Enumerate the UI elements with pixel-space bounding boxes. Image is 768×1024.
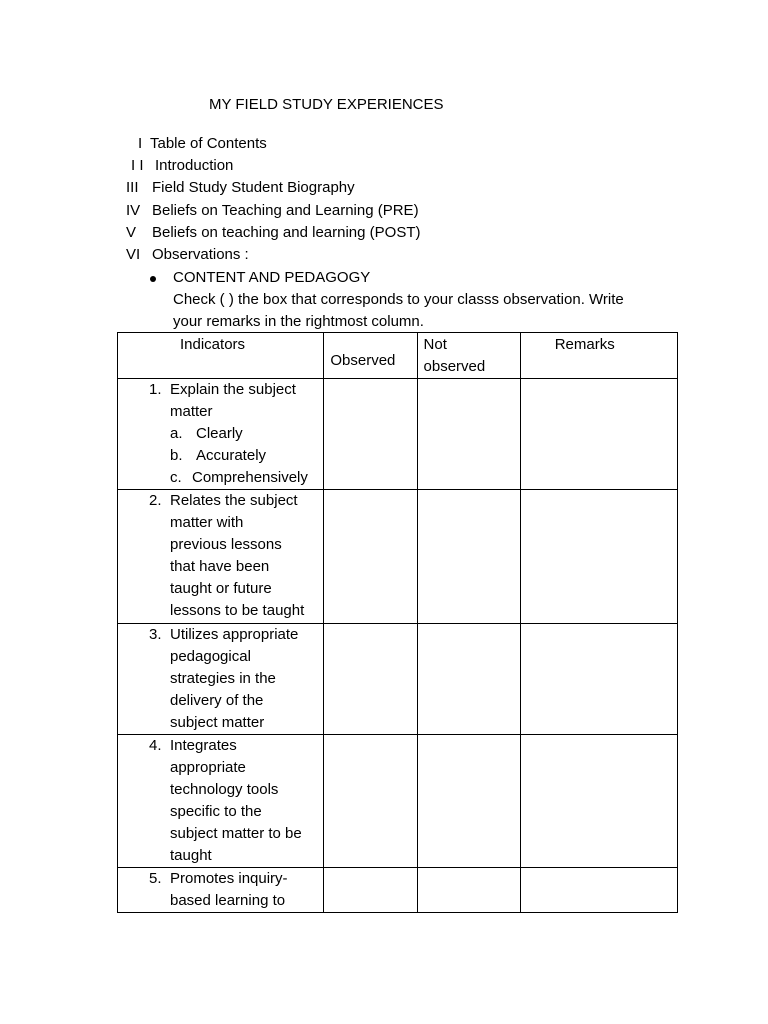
indicator-cell bbox=[118, 379, 324, 490]
toc-text: Observations : bbox=[152, 246, 249, 263]
toc-item bbox=[0, 157, 600, 179]
toc-text: Field Study Student Biography bbox=[152, 179, 355, 196]
indicator-cell bbox=[118, 624, 324, 735]
toc-text: Introduction bbox=[155, 157, 234, 174]
header-not-observed-line: observed bbox=[423, 358, 486, 375]
indicator-number: 4. bbox=[149, 737, 162, 754]
toc-number: V bbox=[126, 224, 137, 241]
toc-number: I bbox=[138, 135, 143, 152]
header-observed: Observed bbox=[324, 333, 417, 379]
indicator-number: 2. bbox=[149, 492, 162, 509]
indicator-line: Integrates bbox=[170, 737, 237, 754]
not-observed-cell[interactable] bbox=[417, 379, 520, 490]
indicator-subitem bbox=[170, 423, 319, 445]
remarks-cell[interactable] bbox=[520, 735, 677, 868]
indicator-number: 5. bbox=[149, 870, 162, 887]
instruction-line: your remarks in the rightmost column. bbox=[173, 313, 424, 330]
bullet-icon bbox=[150, 276, 156, 282]
header-remarks: Remarks bbox=[520, 333, 677, 379]
subitem-text: Accurately bbox=[196, 447, 267, 464]
indicator-line: matter bbox=[170, 403, 213, 420]
remarks-cell[interactable] bbox=[520, 624, 677, 735]
indicator-line: appropriate bbox=[170, 759, 246, 776]
observed-cell[interactable] bbox=[324, 868, 417, 913]
indicator-line: subject matter to be bbox=[170, 825, 302, 842]
toc-text: Table of Contents bbox=[150, 135, 267, 152]
table-row bbox=[118, 624, 678, 735]
table-header-row bbox=[118, 333, 678, 379]
toc-item bbox=[0, 179, 600, 201]
subitem-letter: b. bbox=[170, 447, 183, 464]
toc-item bbox=[0, 246, 600, 268]
indicator-line: matter with bbox=[170, 514, 244, 531]
indicator-line: Relates the subject bbox=[170, 492, 298, 509]
indicator-number: 3. bbox=[149, 626, 162, 643]
toc-number: VI bbox=[126, 246, 141, 263]
indicator-line: lessons to be taught bbox=[170, 602, 305, 619]
indicator-line: that have been bbox=[170, 558, 270, 575]
indicator-line: taught bbox=[170, 847, 212, 864]
table-row bbox=[118, 735, 678, 868]
observed-cell[interactable] bbox=[324, 624, 417, 735]
subitem-letter: a. bbox=[170, 425, 183, 442]
toc-item bbox=[0, 202, 600, 224]
toc-number: III bbox=[126, 179, 139, 196]
indicator-line: delivery of the bbox=[170, 692, 264, 709]
observed-cell[interactable] bbox=[324, 735, 417, 868]
not-observed-cell[interactable] bbox=[417, 868, 520, 913]
indicator-cell bbox=[118, 735, 324, 868]
toc-text: Beliefs on teaching and learning (POST) bbox=[152, 224, 421, 241]
indicator-line: Promotes inquiry- bbox=[170, 870, 288, 887]
table-row bbox=[118, 490, 678, 624]
not-observed-cell[interactable] bbox=[417, 735, 520, 868]
table-row bbox=[118, 379, 678, 490]
remarks-cell[interactable] bbox=[520, 490, 677, 624]
toc-text: Beliefs on Teaching and Learning (PRE) bbox=[152, 202, 419, 219]
indicator-number: 1. bbox=[149, 381, 162, 398]
indicator-line: Utilizes appropriate bbox=[170, 626, 299, 643]
instruction-line: Check ( ) the box that corresponds to your classs observation. Write bbox=[173, 291, 624, 308]
remarks-cell[interactable] bbox=[520, 379, 677, 490]
header-not-observed bbox=[417, 333, 520, 379]
indicator-cell bbox=[118, 868, 324, 913]
indicator-cell bbox=[118, 490, 324, 624]
indicator-line: subject matter bbox=[170, 714, 265, 731]
toc-item bbox=[0, 224, 600, 246]
table-row bbox=[118, 868, 678, 913]
observation-table bbox=[117, 332, 678, 913]
indicator-line: strategies in the bbox=[170, 670, 276, 687]
section-heading: CONTENT AND PEDAGOGY bbox=[173, 269, 371, 286]
indicator-line: specific to the bbox=[170, 803, 262, 820]
subitem-letter: c. bbox=[170, 469, 182, 486]
header-indicators: Indicators bbox=[118, 333, 324, 379]
subitem-text: Comprehensively bbox=[192, 469, 308, 486]
observed-cell[interactable] bbox=[324, 379, 417, 490]
indicator-line: pedagogical bbox=[170, 648, 251, 665]
toc-item bbox=[0, 135, 600, 157]
subitem-text: Clearly bbox=[196, 425, 243, 442]
toc-number: I I bbox=[131, 157, 144, 174]
indicator-line: based learning to bbox=[170, 892, 286, 909]
indicator-line: technology tools bbox=[170, 781, 279, 798]
indicator-line: previous lessons bbox=[170, 536, 282, 553]
indicator-line: taught or future bbox=[170, 580, 272, 597]
indicator-subitem bbox=[170, 467, 319, 489]
header-not-observed-line: Not bbox=[423, 336, 447, 353]
observed-cell[interactable] bbox=[324, 490, 417, 624]
toc-number: IV bbox=[126, 202, 141, 219]
remarks-cell[interactable] bbox=[520, 868, 677, 913]
indicator-subitem bbox=[170, 445, 319, 467]
not-observed-cell[interactable] bbox=[417, 490, 520, 624]
not-observed-cell[interactable] bbox=[417, 624, 520, 735]
indicator-line: Explain the subject bbox=[170, 381, 296, 398]
page-title: MY FIELD STUDY EXPERIENCES bbox=[209, 96, 444, 113]
